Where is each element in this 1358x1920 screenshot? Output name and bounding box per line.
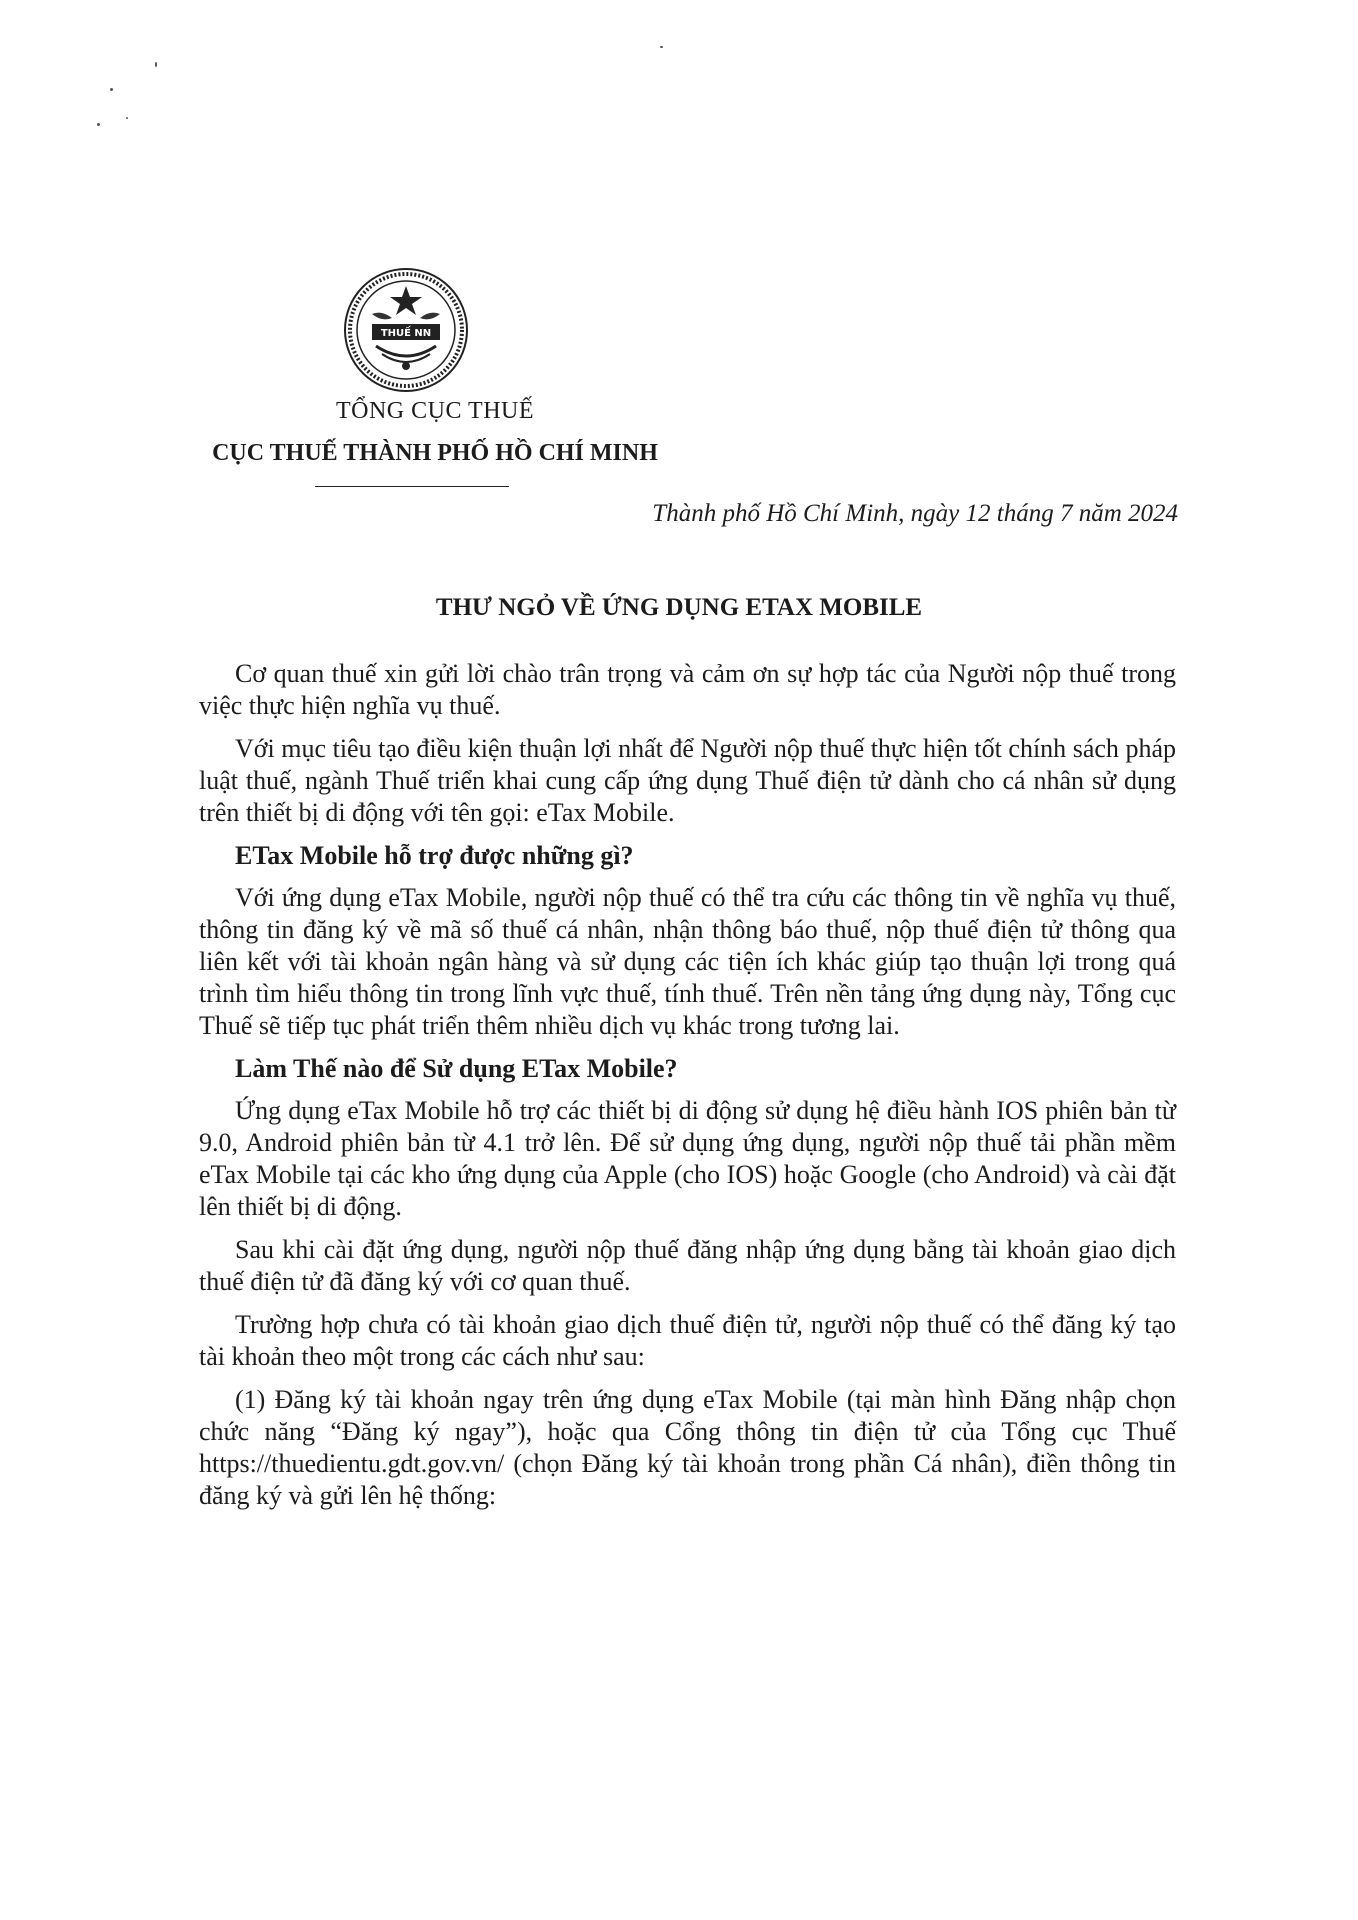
tax-department-emblem [342,266,470,394]
letter-body [199,658,1176,1523]
scan-speck [97,123,100,126]
body-paragraph-register-option-1: (1) Đăng ký tài khoản ngay trên ứng dụng eTax Mobile (tại màn hình Đăng nhập chọn chức năng “Đăng ký ngay”), hoặc qua Cổng thông tin điện tử của Tổng cục Thuế https://thuedientu.gdt.gov.vn/ (chọn Đăng ký tài khoản trong phần Cá nhân), điền thông tin đăng ký và gửi lên hệ thống: [199,1385,1176,1510]
letter-title: THƯ NGỎ VỀ ỨNG DỤNG ETAX MOBILE [435,594,923,621]
section-heading-features: ETax Mobile hỗ trợ được những gì? [235,841,634,870]
scan-speck [126,117,128,119]
scan-speck [660,46,663,48]
body-paragraph-purpose: Với mục tiêu tạo điều kiện thuận lợi nhất để Người nộp thuế thực hiện tốt chính sách pháp luật thuế, ngành Thuế triển khai cung cấp ứng dụng Thuế điện tử dành cho cá nhân sử dụng trên thiết bị di động với tên gọi: eTax Mobile. [199,734,1176,827]
body-paragraph-no-account: Trường hợp chưa có tài khoản giao dịch thuế điện tử, người nộp thuế có thể đăng ký tạo tài khoản theo một trong các cách như sau: [199,1310,1176,1371]
agency-name: CỤC THUẾ THÀNH PHỐ HỒ CHÍ MINH [212,440,658,466]
svg-text:THUẾ NN: THUẾ NN [380,328,432,339]
scan-speck [155,62,157,67]
body-paragraph-requirements: Ứng dụng eTax Mobile hỗ trợ các thiết bị di động sử dụng hệ điều hành IOS phiên bản từ 9.0, Android phiên bản từ 4.1 trở lên. Để sử dụng ứng dụng, người nộp thuế tải phần mềm eTax Mobile tại các kho ứng dụng của Apple (cho IOS) hoặc Google (cho Android) và cài đặt lên thiết bị di động. [199,1096,1176,1221]
body-paragraph-features: Với ứng dụng eTax Mobile, người nộp thuế có thể tra cứu các thông tin về nghĩa vụ thuế, thông tin đăng ký về mã số thuế cá nhân, nhận thông báo thuế, nộp thuế điện tử thông qua liên kết với tài khoản ngân hàng và sử dụng các tiện ích khác giúp tạo thuận lợi trong quá trình tìm hiểu thông tin trong lĩnh vực thuế, tính thuế. Trên nền tảng ứng dụng này, Tổng cục Thuế sẽ tiếp tục phát triển thêm nhiều dịch vụ khác trong tương lai. [199,883,1176,1040]
agency-underline [315,486,509,487]
date-line: Thành phố Hồ Chí Minh, ngày 12 tháng 7 năm 2024 [652,500,1178,527]
section-heading-usage: Làm Thế nào để Sử dụng ETax Mobile? [235,1054,678,1083]
body-paragraph-login: Sau khi cài đặt ứng dụng, người nộp thuế đăng nhập ứng dụng bằng tài khoản giao dịch thuế điện tử đã đăng ký với cơ quan thuế. [199,1235,1176,1296]
parent-agency-name: TỔNG CỤC THUẾ [335,398,535,424]
body-paragraph-greeting: Cơ quan thuế xin gửi lời chào trân trọng và cảm ơn sự hợp tác của Người nộp thuế trong việc thực hiện nghĩa vụ thuế. [199,659,1176,720]
scan-speck [110,88,113,91]
